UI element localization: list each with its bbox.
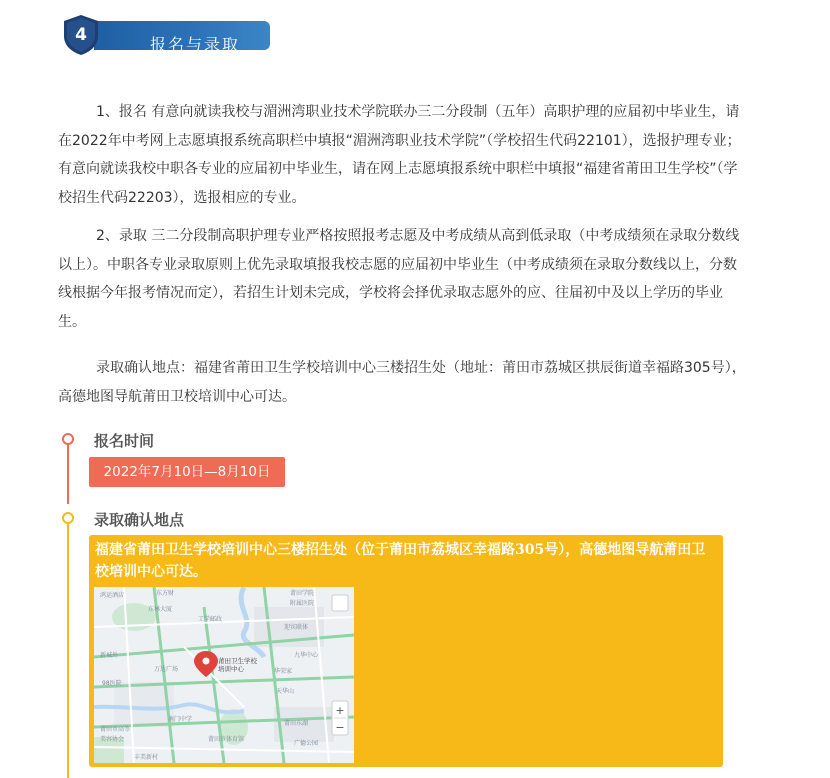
map-pin-sublabel: 培训中心 [218,665,244,673]
map-label: 天华山 [276,688,295,695]
registration-time-title: 报名时间 [94,432,155,450]
map-pin-label: 莆田卫生学校 [218,657,257,665]
zoom-in-button[interactable]: + [335,704,345,717]
enroll-text: 1、报名 有意向就读我校与湄洲湾职业技术学院联办三二分段制（五年）高职护理的应届初中毕业生，请在2022年中考网上志愿填报系统高职栏中填报“湄洲湾职业技术学院”（学校招生代码22101），选报护理专业；有意向就读我校中职各专业的应届初中毕业生，请在网上志愿填报系统中职栏中填报“福建省莆田卫生学校”（学校招生代码22203），选报相应的专业。 [58,104,741,206]
timeline-line-yellow [67,518,69,778]
map-label: 广德公园 [294,740,319,747]
map-label: 鸿运酒店 [100,592,125,599]
location-card [89,535,723,767]
map-label: 新城外 [100,652,119,659]
timeline-dot-icon [62,512,74,524]
confirm-text: 录取确认地点：福建省莆田卫生学校培训中心三楼招生处（地址：莆田市荔城区拱辰街道幸福路305号），高德地图导航莆田卫校培训中心可达。 [58,360,746,405]
enroll-paragraph [58,98,748,212]
map-label: 莆田学院 [290,590,315,597]
timeline-dot-icon [62,433,74,445]
section-title-bar [94,21,270,54]
map-label: 华荣家 [274,668,293,675]
registration-date-badge: 2022年7月10日—8月10日 [89,457,285,487]
timeline-line-red [67,438,69,504]
map-label: 美容协会 [100,736,125,743]
map-label: 丰美新村 [134,754,159,761]
map-graphic [94,587,354,763]
admit-text: 2、录取 三二分段制高职护理专业严格按照报考志愿及中考成绩从高到低录取（中考成绩须在录取分数线以上）。中职各专业录取原则上优先录取填报我校志愿的应届初中毕业生（中考成绩须在录取分数线以上，分数线根据今年报考情况而定），若招生计划未完成，学校将会择优录取志愿外的应、往届初中及以上学历的毕业生。 [58,228,740,330]
location-map[interactable] [94,587,354,763]
map-label: 东方财 [156,590,175,597]
map-label: 南门中学 [168,716,193,723]
map-label: 98医院 [102,680,122,687]
map-label: 莆田市体育馆 [208,736,245,743]
section-number: 4 [75,25,87,45]
confirm-location-title: 录取确认地点 [94,511,185,529]
admit-paragraph [58,222,748,336]
map-label: 莆田东湖 [284,720,309,727]
map-label: 万达广场 [154,666,179,673]
section-title: 报名与录取 [150,35,241,54]
map-label: 九华中心 [294,652,319,659]
confirm-paragraph [58,354,748,411]
map-label: 东林大厦 [148,606,173,613]
location-detail: 福建省莆田卫生学校培训中心三楼招生处（位于莆田市荔城区幸福路305号），高德地图导航莆田卫校培训中心可达。 [95,542,706,580]
map-label: 附属医院 [290,600,315,607]
map-layer-icon[interactable] [332,595,348,611]
map-label: 莆田市高等 [100,726,131,733]
map-label: 工学邮政 [198,616,223,623]
map-label: 迎宾联体 [284,624,309,631]
zoom-out-button[interactable]: − [335,721,345,734]
